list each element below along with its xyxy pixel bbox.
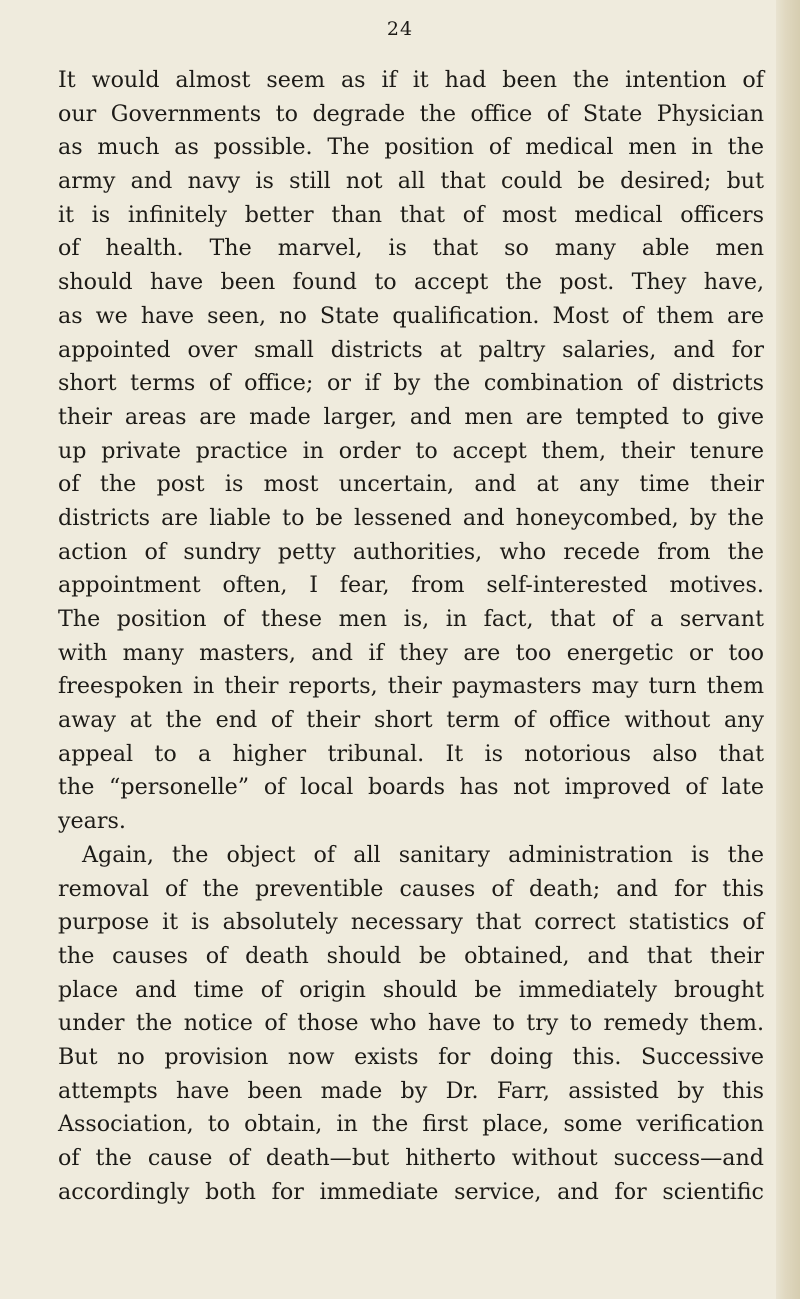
text-line: place and time of origin should be immediately brought [58,976,764,1003]
text-line: attempts have been made by Dr. Farr, assisted by this [58,1077,764,1104]
text-line: Association, to obtain, in the first place, some verification [58,1111,764,1138]
text-line: as we have seen, no State qualification. Most of them are [58,302,764,329]
text-line: the causes of death should be obtained, and that their [58,942,764,969]
text-line: It would almost seem as if it had been the intention of [58,67,764,93]
text-line: appointment often, I fear, from self-interested motives. [58,572,764,599]
text-line: should have been found to accept the post. They have, [58,269,764,296]
text-line: army and navy is still not all that could be desired; but [58,168,764,195]
page-number: 24 [386,18,414,40]
text-line: of the cause of death—but hitherto without success—and [58,1145,764,1171]
text-line: of the post is most uncertain, and at any time their [58,471,764,498]
page-edge-shadow [776,0,800,1299]
text-line: with many masters, and if they are too energetic or too [58,639,764,666]
text-line: accordingly both for immediate service, and for scientific [58,1178,764,1205]
text-line: appeal to a higher tribunal. It is notorious also that [58,740,764,767]
text-line: the “personelle” of local boards has not improved of late [58,774,764,801]
text-line: away at the end of their short term of office without any [58,707,764,734]
text-line: under the notice of those who have to try to remedy them. [58,1010,764,1037]
text-line: action of sundry petty authorities, who recede from the [58,538,764,565]
text-line: up private practice in order to accept them, their tenure [58,437,764,464]
text-line: But no provision now exists for doing this. Successive [58,1043,764,1070]
text-line: removal of the preventible causes of death; and for this [58,875,764,902]
text-line: purpose it is absolutely necessary that correct statistics of [58,909,764,936]
text-line: our Governments to degrade the office of State Physician [58,100,764,127]
text-line: their areas are made larger, and men are tempted to give [58,403,764,430]
text-line: short terms of office; or if by the combination of districts [58,370,764,397]
text-line: of health. The marvel, is that so many able men [58,235,764,262]
text-line: The position of these men is, in fact, that of a servant [58,606,764,632]
body-text [58,64,764,1209]
text-line: districts are liable to be lessened and honeycombed, by the [58,504,764,531]
paragraph-end-line: years. [58,808,126,835]
text-line: freespoken in their reports, their paymasters may turn them [58,673,764,700]
text-line: appointed over small districts at paltry salaries, and for [58,336,764,363]
text-line: as much as possible. The position of medical men in the [58,134,764,161]
paragraph-start-line: Again, the object of all sanitary administration is the [82,841,764,868]
text-line: it is infinitely better than that of most medical officers [58,201,764,228]
